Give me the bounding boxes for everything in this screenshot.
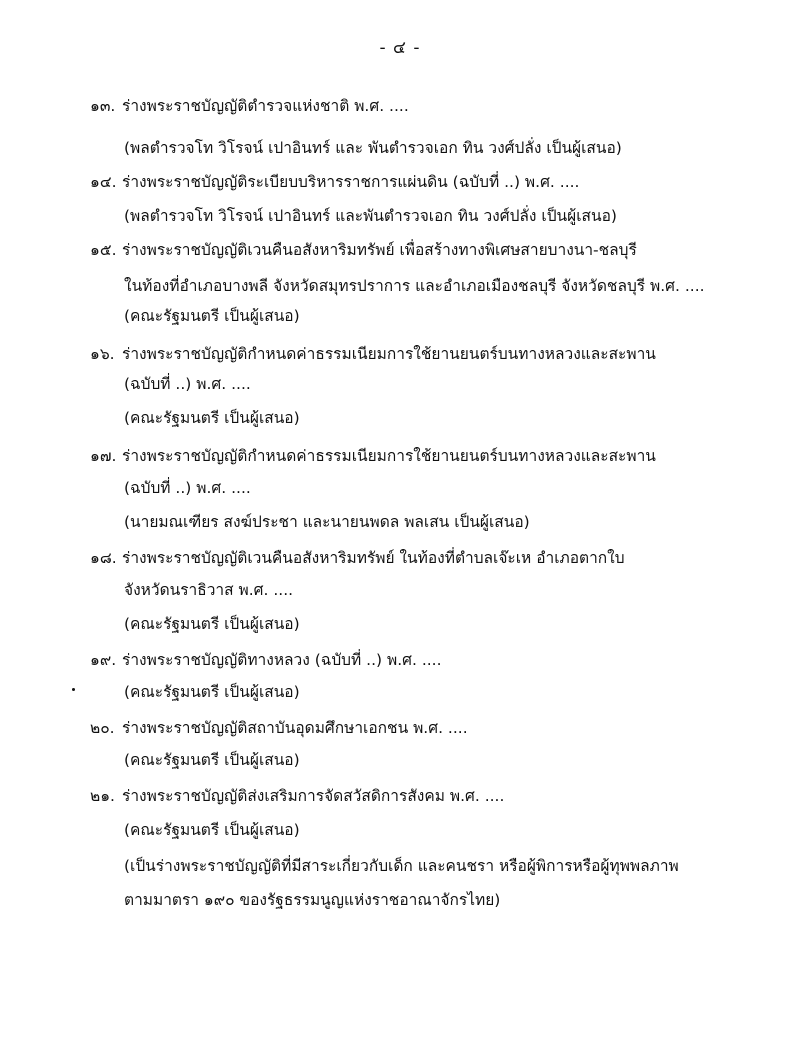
item-note: (เป็นร่างพระราชบัญญัติที่มีสาระเกี่ยวกับเด็ก และคนชรา หรือผู้พิการหรือผู้ทุพพลภาพ [124,857,679,875]
item-title: ร่างพระราชบัญญัติเวนคืนอสังหาริมทรัพย์ ในท้องที่ตำบลเจ๊ะเห อำเภอตากใบ [122,549,625,567]
item-number: ๑๗. [90,447,117,465]
item-continuation: (ฉบับที่ ..) พ.ศ. .... [124,479,251,497]
item-title: ร่างพระราชบัญญัติสถาบันอุดมศึกษาเอกชน พ.ศ. .... [122,719,468,737]
item-proposer: (คณะรัฐมนตรี เป็นผู้เสนอ) [124,751,300,769]
item-title: ร่างพระราชบัญญัติส่งเสริมการจัดสวัสดิการสังคม พ.ศ. .... [122,787,505,805]
item-continuation: จังหวัดนราธิวาส พ.ศ. .... [124,581,294,599]
item-proposer: (พลตำรวจโท วิโรจน์ เปาอินทร์ และพันตำรวจเอก ทิน วงศ์ปลั่ง เป็นผู้เสนอ) [124,207,617,225]
item-proposer: (พลตำรวจโท วิโรจน์ เปาอินทร์ และ พันตำรวจเอก ทิน วงศ์ปลั่ง เป็นผู้เสนอ) [124,139,622,157]
item-number: ๒๑. [90,787,115,805]
item-number: ๑๔. [90,173,117,191]
item-number: ๑๘. [90,549,117,567]
item-number: ๑๕. [90,241,117,259]
item-proposer: (คณะรัฐมนตรี เป็นผู้เสนอ) [124,409,300,427]
item-title: ร่างพระราชบัญญัติเวนคืนอสังหาริมทรัพย์ เพื่อสร้างทางพิเศษสายบางนา-ชลบุรี [122,241,637,259]
item-number: ๒๐. [90,719,115,737]
item-title: ร่างพระราชบัญญัติระเบียบบริหารราชการแผ่นดิน (ฉบับที่ ..) พ.ศ. .... [122,173,580,191]
item-proposer: (คณะรัฐมนตรี เป็นผู้เสนอ) [124,683,300,701]
item-proposer: (คณะรัฐมนตรี เป็นผู้เสนอ) [124,821,300,839]
item-number: ๑๖. [90,345,115,363]
item-title: ร่างพระราชบัญญัติกำหนดค่าธรรมเนียมการใช้ยานยนตร์บนทางหลวงและสะพาน [122,447,656,465]
item-continuation: ในท้องที่อำเภอบางพลี จังหวัดสมุทรปราการ และอำเภอเมืองชลบุรี จังหวัดชลบุรี พ.ศ. .... [124,277,705,295]
item-title: ร่างพระราชบัญญัติกำหนดค่าธรรมเนียมการใช้ยานยนตร์บนทางหลวงและสะพาน [122,345,656,363]
stray-mark [72,688,75,691]
item-title: ร่างพระราชบัญญัติทางหลวง (ฉบับที่ ..) พ.ศ. .... [122,651,442,669]
item-number: ๑๙. [90,651,117,669]
item-proposer: (นายมณเฑียร สงฆ์ประชา และนายนพดล พลเสน เป็นผู้เสนอ) [124,513,530,531]
page-number: - ๔ - [379,38,421,58]
item-proposer: (คณะรัฐมนตรี เป็นผู้เสนอ) [124,307,300,325]
item-proposer: (คณะรัฐมนตรี เป็นผู้เสนอ) [124,615,300,633]
item-continuation: (ฉบับที่ ..) พ.ศ. .... [124,375,251,393]
item-title: ร่างพระราชบัญญัติตำรวจแห่งชาติ พ.ศ. .... [122,97,409,115]
item-number: ๑๓. [90,97,116,115]
item-note: ตามมาตรา ๑๙๐ ของรัฐธรรมนูญแห่งราชอาณาจักรไทย) [124,891,501,909]
